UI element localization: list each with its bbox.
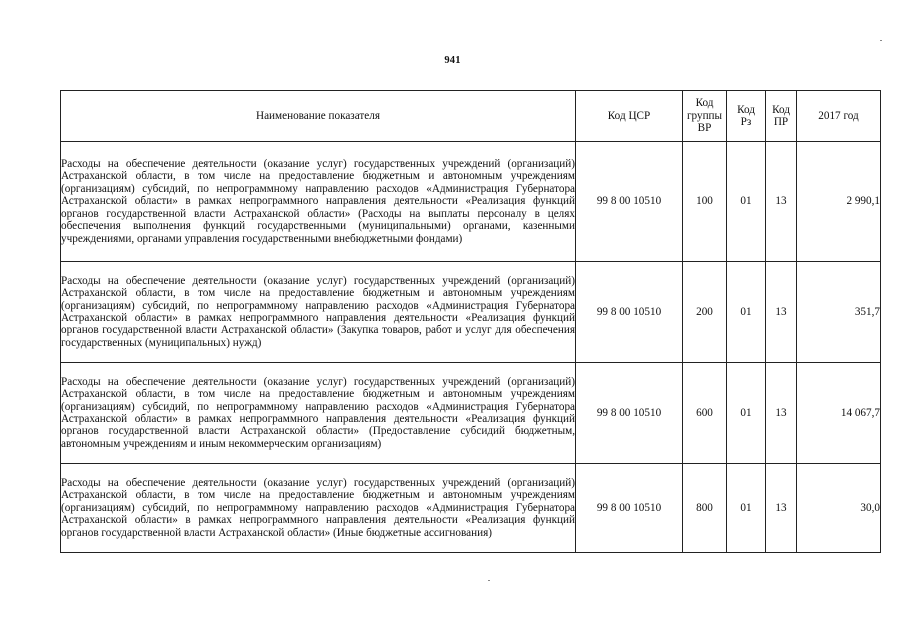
row-vr: 800 [683,464,727,553]
header-year: 2017 год [797,91,881,142]
table-row [61,142,881,262]
header-rz-line2: Рз [740,116,752,128]
row-amount: 351,7 [797,262,881,363]
row-rz: 01 [727,262,766,363]
row-vr: 600 [683,363,727,464]
header-vr-line2: группы [686,109,723,122]
header-vr-line3: ВР [697,122,712,135]
row-description [61,142,576,262]
row-description-text: Расходы на обеспечение деятельности (оказание услуг) государственных учреждений (организаций) Астраханской области, в том числе на предоставление бюджетным и автономным учреждениям (организациям) субсидий, по непрограммному направлению расходов «Администрация Губернатора Астраханской области» в рамках непрограммного направления деятельности «Реализация функций органов государственной власти Астраханской области» (Иные бюджетные ассигнования) [61,476,575,539]
table-row [61,464,881,553]
row-vr: 100 [683,142,727,262]
header-rz [727,91,766,142]
row-amount: 30,0 [797,464,881,553]
row-description-text: Расходы на обеспечение деятельности (оказание услуг) государственных учреждений (организаций) Астраханской области, в том числе на предоставление бюджетным и автономным учреждениям (организациям) субсидий, по непрограммному направлению расходов «Администрация Губернатора Астраханской области» в рамках непрограммного направления деятельности «Реализация функций органов государственной власти Астраханской области» (Закупка товаров, работ и услуг для обеспечения государственных (муниципальных) нужд) [61,274,575,349]
header-name: Наименование показателя [61,91,576,142]
row-rz: 01 [727,363,766,464]
row-description [61,262,576,363]
row-description-text: Расходы на обеспечение деятельности (оказание услуг) государственных учреждений (организаций) Астраханской области, в том числе на предоставление бюджетным и автономным учреждениям (организациям) субсидий, по непрограммному направлению расходов «Администрация Губернатора Астраханской области» в рамках непрограммного направления деятельности «Реализация функций органов государственной власти Астраханской области» (Расходы на выплаты персоналу в целях обеспечения выполнения функций государственными (муниципальными) органами, казенными учреждениями, органами управления государственными внебюджетными фондами) [61,158,575,245]
header-pr-line1: Код [772,103,790,116]
row-pr: 13 [766,464,797,553]
row-vr: 200 [683,262,727,363]
row-pr: 13 [766,363,797,464]
header-vr [683,91,727,142]
page-number: 941 [444,55,461,66]
row-pr: 13 [766,142,797,262]
row-amount: 14 067,7 [797,363,881,464]
row-csr: 99 8 00 10510 [576,142,683,262]
header-pr-line2: ПР [773,116,789,128]
scan-speck [488,580,490,581]
row-description [61,363,576,464]
header-rz-line1: Код [737,103,755,116]
table-row [61,262,881,363]
row-pr: 13 [766,262,797,363]
row-csr: 99 8 00 10510 [576,363,683,464]
table-row [61,363,881,464]
budget-table [60,90,881,553]
row-amount: 2 990,1 [797,142,881,262]
header-pr [766,91,797,142]
row-csr: 99 8 00 10510 [576,262,683,363]
row-description-text: Расходы на обеспечение деятельности (оказание услуг) государственных учреждений (организаций) Астраханской области, в том числе на предоставление бюджетным и автономным учреждениям (организациям) субсидий, по непрограммному направлению расходов «Администрация Губернатора Астраханской области» в рамках непрограммного направления деятельности «Реализация функций органов государственной власти Астраханской области» (Предоставление субсидий бюджетным, автономным учреждениям и иным некоммерческим организациям) [61,375,575,450]
row-csr: 99 8 00 10510 [576,464,683,553]
header-csr: Код ЦСР [576,91,683,142]
header-vr-line1: Код [695,97,714,110]
row-rz: 01 [727,464,766,553]
row-rz: 01 [727,142,766,262]
table-header-row [61,91,881,142]
row-description [61,464,576,553]
scan-speck [880,40,882,41]
